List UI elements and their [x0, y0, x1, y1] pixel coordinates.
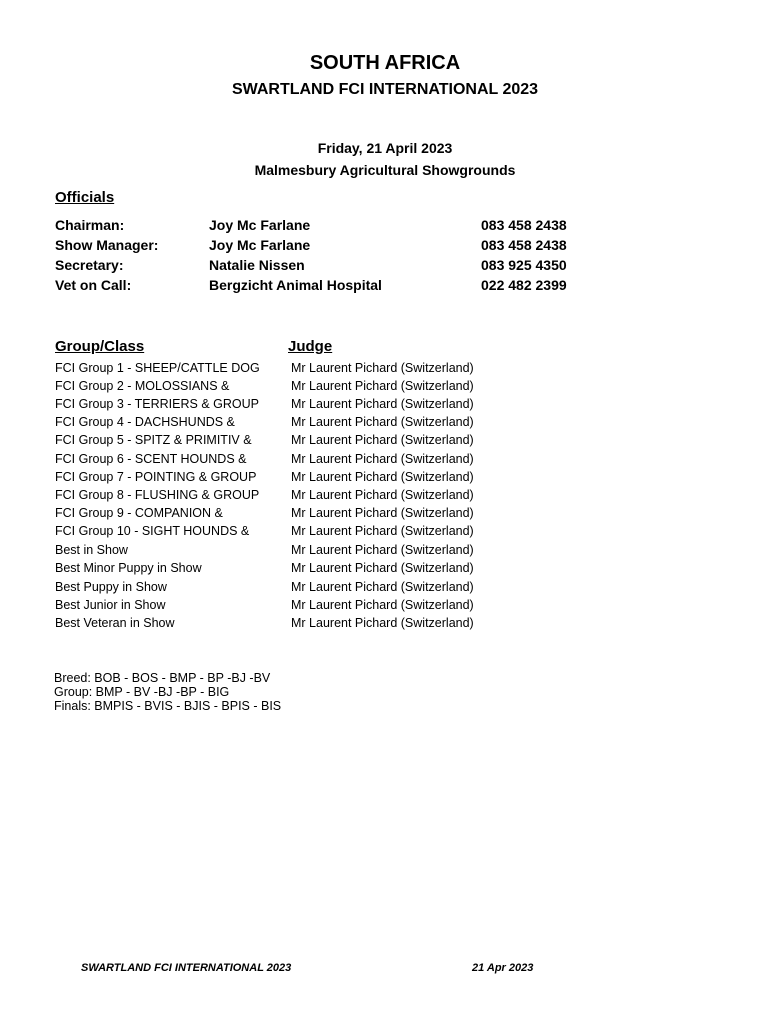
group-class: FCI Group 2 - MOLOSSIANS & [55, 379, 230, 393]
judge-name: Mr Laurent Pichard (Switzerland) [291, 488, 474, 502]
judge-name: Mr Laurent Pichard (Switzerland) [291, 379, 474, 393]
legend-finals: Finals: BMPIS - BVIS - BJIS - BPIS - BIS [54, 699, 282, 713]
official-role: Vet on Call: [55, 277, 132, 293]
judging-row [0, 506, 770, 524]
judge-name: Mr Laurent Pichard (Switzerland) [291, 616, 474, 630]
judge-name: Mr Laurent Pichard (Switzerland) [291, 580, 474, 594]
judging-row [0, 616, 770, 634]
judging-row [0, 543, 770, 561]
official-name: Joy Mc Farlane [209, 217, 311, 233]
official-phone: 083 458 2438 [481, 217, 567, 233]
official-role: Show Manager: [55, 237, 159, 253]
judging-row [0, 415, 770, 433]
group-class: FCI Group 8 - FLUSHING & GROUP [55, 488, 260, 502]
show-name: SWARTLAND FCI INTERNATIONAL 2023 [231, 81, 539, 98]
group-class: Best in Show [55, 543, 128, 557]
official-name: Bergzicht Animal Hospital [209, 277, 382, 293]
group-class: FCI Group 5 - SPITZ & PRIMITIV & [55, 433, 252, 447]
judge-name: Mr Laurent Pichard (Switzerland) [291, 433, 474, 447]
footer-date: 21 Apr 2023 [472, 962, 534, 974]
footer-show-name: SWARTLAND FCI INTERNATIONAL 2023 [81, 962, 292, 974]
group-class: Best Puppy in Show [55, 580, 167, 594]
group-class: Best Veteran in Show [55, 616, 175, 630]
group-class: FCI Group 7 - POINTING & GROUP [55, 470, 257, 484]
judging-row [0, 524, 770, 542]
official-phone: 083 458 2438 [481, 237, 567, 253]
judge-name: Mr Laurent Pichard (Switzerland) [291, 470, 474, 484]
judging-row [0, 470, 770, 488]
show-venue: Malmesbury Agricultural Showgrounds [254, 162, 516, 178]
official-row [0, 277, 770, 297]
group-class: FCI Group 6 - SCENT HOUNDS & [55, 452, 247, 466]
judge-heading: Judge [288, 338, 333, 355]
group-class: FCI Group 9 - COMPANION & [55, 506, 223, 520]
official-row [0, 217, 770, 237]
judging-row [0, 433, 770, 451]
official-name: Natalie Nissen [209, 257, 305, 273]
official-row [0, 257, 770, 277]
judge-name: Mr Laurent Pichard (Switzerland) [291, 397, 474, 411]
group-class: FCI Group 3 - TERRIERS & GROUP [55, 397, 259, 411]
officials-heading: Officials [55, 189, 115, 206]
official-phone: 022 482 2399 [481, 277, 567, 293]
judging-row [0, 361, 770, 379]
judge-name: Mr Laurent Pichard (Switzerland) [291, 561, 474, 575]
judge-name: Mr Laurent Pichard (Switzerland) [291, 524, 474, 538]
group-class: FCI Group 4 - DACHSHUNDS & [55, 415, 235, 429]
show-date: Friday, 21 April 2023 [317, 140, 453, 156]
group-class: Best Junior in Show [55, 598, 166, 612]
judging-row [0, 397, 770, 415]
country-title: SOUTH AFRICA [309, 52, 461, 74]
judge-name: Mr Laurent Pichard (Switzerland) [291, 361, 474, 375]
judging-row [0, 561, 770, 579]
official-phone: 083 925 4350 [481, 257, 567, 273]
official-name: Joy Mc Farlane [209, 237, 311, 253]
judge-name: Mr Laurent Pichard (Switzerland) [291, 598, 474, 612]
official-row [0, 237, 770, 257]
group-class: FCI Group 10 - SIGHT HOUNDS & [55, 524, 250, 538]
legend-group: Group: BMP - BV -BJ -BP - BIG [54, 685, 230, 699]
judge-name: Mr Laurent Pichard (Switzerland) [291, 506, 474, 520]
group-class: FCI Group 1 - SHEEP/CATTLE DOG [55, 361, 260, 375]
judging-row [0, 488, 770, 506]
judging-row [0, 379, 770, 397]
judging-row [0, 452, 770, 470]
judge-name: Mr Laurent Pichard (Switzerland) [291, 543, 474, 557]
judge-name: Mr Laurent Pichard (Switzerland) [291, 452, 474, 466]
group-class: Best Minor Puppy in Show [55, 561, 202, 575]
official-role: Chairman: [55, 217, 125, 233]
judge-name: Mr Laurent Pichard (Switzerland) [291, 415, 474, 429]
judging-row [0, 580, 770, 598]
official-role: Secretary: [55, 257, 124, 273]
legend-breed: Breed: BOB - BOS - BMP - BP -BJ -BV [54, 671, 271, 685]
judging-row [0, 598, 770, 616]
group-class-heading: Group/Class [55, 338, 145, 355]
